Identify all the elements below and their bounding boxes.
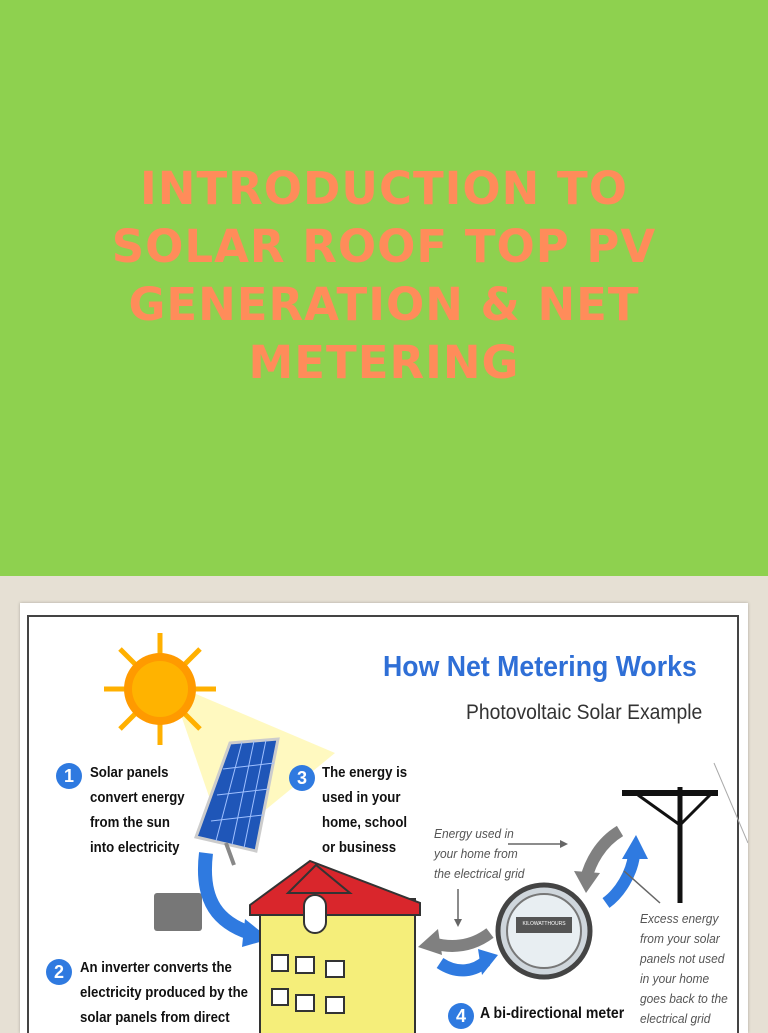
- excess-note-pointer-icon: [624, 871, 660, 903]
- step-1-line: from the sun: [90, 814, 170, 831]
- grid-energy-note: [434, 824, 524, 884]
- meter-label: KILOWATTHOURS: [522, 921, 566, 927]
- step-1-line: Solar panels: [90, 764, 169, 781]
- grid-note-line: the electrical grid: [434, 866, 525, 881]
- bi-directional-meter-icon: [498, 885, 590, 977]
- arrow-panel-to-house-icon: [205, 853, 250, 933]
- step-3-line: or business: [322, 839, 397, 856]
- step-3-line: home, school: [322, 814, 408, 831]
- grid-note-line: your home from: [434, 846, 518, 861]
- grid-note-line: Energy used in: [434, 826, 514, 841]
- step-2-line: solar panels from direct: [80, 1009, 230, 1026]
- step-3-text: [322, 760, 407, 860]
- excess-note-line: in your home: [640, 971, 710, 986]
- step-1-text: [90, 760, 185, 860]
- net-metering-diagram: [20, 603, 748, 1033]
- step-4-text: [480, 1001, 624, 1026]
- diagram-heading: How Net Metering Works: [383, 651, 697, 683]
- arrow-grid-to-house-icon: [432, 933, 490, 946]
- step-3-line: The energy is: [322, 764, 408, 781]
- step-2-badge: 2: [46, 959, 72, 985]
- presentation-title: INTRODUCTION TO SOLAR ROOF TOP PV GENERATION & NET METERING: [111, 162, 657, 389]
- step-2-line: electricity produced by the: [80, 984, 248, 1001]
- step-1-line: convert energy: [90, 789, 185, 806]
- step-1-line: into electricity: [90, 839, 180, 856]
- house-icon: [250, 861, 420, 1033]
- utility-pole-icon: [622, 763, 748, 903]
- step-4-badge: 4: [448, 1003, 474, 1029]
- excess-note-line: electrical grid: [640, 1011, 711, 1026]
- step-3-badge: 3: [289, 765, 315, 791]
- diagram-subheading: Photovoltaic Solar Example: [466, 701, 703, 724]
- arrow-meter-to-pole-icon: [606, 855, 634, 903]
- step-4-line: A bi-directional meter: [480, 1005, 625, 1022]
- arrow-pole-to-meter-icon: [586, 831, 620, 879]
- excess-note-line: Excess energy: [640, 911, 719, 926]
- excess-note-line: panels not used: [640, 951, 725, 966]
- step-3-line: used in your: [322, 789, 401, 806]
- arrow-house-to-meter-icon: [440, 961, 486, 970]
- inverter-icon: [154, 893, 202, 931]
- step-2-text: [80, 955, 248, 1030]
- excess-note-line: from your solar: [640, 931, 720, 946]
- excess-energy-note: [640, 909, 728, 1029]
- step-1-badge: 1: [56, 763, 82, 789]
- step-2-line: An inverter converts the: [80, 959, 232, 976]
- excess-note-line: goes back to the: [640, 991, 728, 1006]
